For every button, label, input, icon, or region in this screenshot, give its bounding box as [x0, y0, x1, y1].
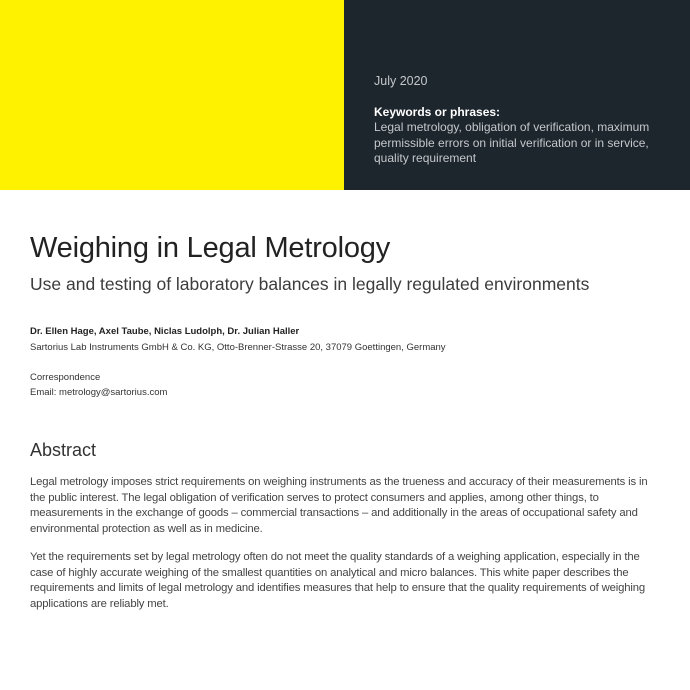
document-subtitle: Use and testing of laboratory balances in legally regulated environments [30, 274, 590, 294]
authors: Dr. Ellen Hage, Axel Taube, Niclas Ludolph, Dr. Julian Haller [30, 326, 300, 337]
header-info-panel [344, 0, 690, 190]
keywords-text: Legal metrology, obligation of verification, maximum permissible errors on initial verification or in service, quality requirement [374, 120, 650, 165]
correspondence-label: Correspondence [30, 372, 101, 383]
abstract-paragraph-1: Legal metrology imposes strict requirements on weighing instruments as the trueness and accuracy of their measurements is in the public interest. The legal obligation of verification serves to protect consumers and applies, among other things, to measurements in the exchange of goods – commercial transactions – and additionally in the areas of occupational safety and environmental protection as well as in medicine. [30, 476, 648, 535]
affiliation: Sartorius Lab Instruments GmbH & Co. KG, Otto-Brenner-Strasse 20, 37079 Goettingen, Germany [30, 342, 446, 353]
document-title: Weighing in Legal Metrology [30, 232, 391, 264]
abstract-paragraph-2: Yet the requirements set by legal metrology often do not meet the quality standards of a weighing application, especially in the case of highly accurate weighing of the smallest quantities on analytical and micro balances. This white paper describes the requirements and limits of legal metrology and identifies measures that help to ensure that the quality requirements of weighing applications are reliably met. [30, 551, 646, 610]
yellow-accent-block [0, 0, 344, 190]
correspondence-email: Email: metrology@sartorius.com [30, 387, 168, 398]
keywords-label: Keywords or phrases: [374, 105, 501, 119]
publication-date: July 2020 [374, 74, 428, 88]
abstract-heading: Abstract [30, 440, 97, 460]
